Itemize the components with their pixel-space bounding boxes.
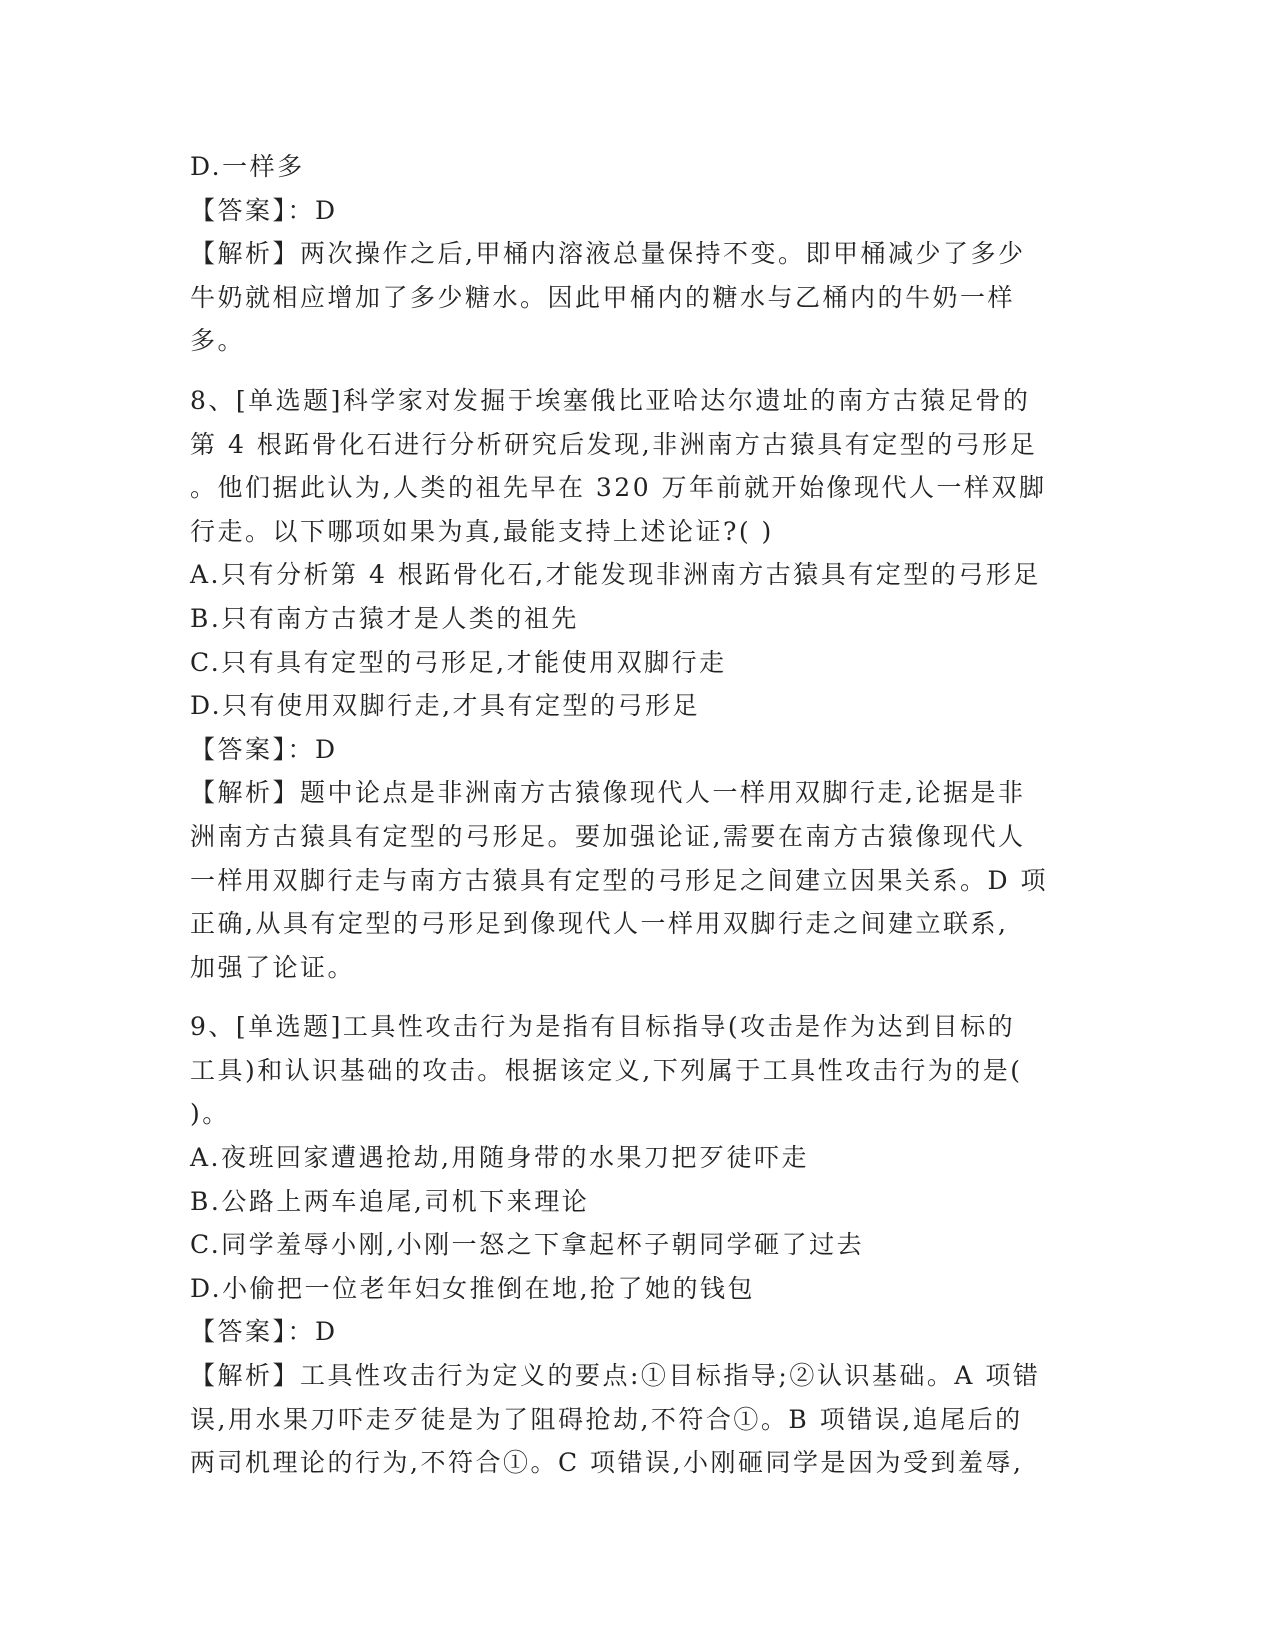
- analysis-line: 两司机理论的行为,不符合①。C 项错误,小刚砸同学是因为受到羞辱,: [190, 1448, 1024, 1478]
- analysis-line: 正确,从具有定型的弓形足到像现代人一样用双脚行走之间建立联系,: [190, 909, 1009, 939]
- analysis-line: 【解析】工具性攻击行为定义的要点:①目标指导;②认识基础。A 项错: [190, 1361, 1041, 1391]
- document-page: [190, 145, 1090, 1485]
- analysis-line: 牛奶就相应增加了多少糖水。因此甲桶内的糖水与乙桶内的牛奶一样: [190, 282, 1016, 312]
- answer: 【答案】：D: [190, 734, 338, 764]
- analysis-line: 一样用双脚行走与南方古猿具有定型的弓形足之间建立因果关系。D 项: [190, 865, 1048, 895]
- option-d: D.只有使用双脚行走,才具有定型的弓形足: [190, 691, 701, 721]
- analysis-line: 【解析】题中论点是非洲南方古猿像现代人一样用双脚行走,论据是非: [190, 778, 1026, 808]
- question-stem-line: 9、[单选题]工具性攻击行为是指有目标指导(攻击是作为达到目标的: [190, 1012, 1016, 1042]
- analysis-line: 加强了论证。: [190, 952, 356, 982]
- answer: 【答案】：D: [190, 1317, 338, 1347]
- option-c: C.同学羞辱小刚,小刚一怒之下拿起杯子朝同学砸了过去: [190, 1230, 865, 1260]
- question-stem-line: )。: [190, 1099, 230, 1129]
- question-stem-line: 。他们据此认为,人类的祖先早在 320 万年前就开始像现代人一样双脚: [190, 473, 1047, 503]
- analysis-line: 多。: [190, 326, 246, 356]
- analysis-line: 【解析】两次操作之后,甲桶内溶液总量保持不变。即甲桶减少了多少: [190, 239, 1026, 269]
- option-d: D.一样多: [190, 152, 305, 181]
- option-b: B.只有南方古猿才是人类的祖先: [190, 603, 579, 633]
- question-9: [190, 1005, 1090, 1485]
- analysis-line: 误,用水果刀吓走歹徒是为了阻碍抢劫,不符合①。B 项错误,追尾后的: [190, 1404, 1023, 1434]
- question-stem-line: 行走。以下哪项如果为真,最能支持上述论证?( ): [190, 516, 774, 546]
- answer: 【答案】：D: [190, 195, 338, 225]
- option-b: B.公路上两车追尾,司机下来理论: [190, 1186, 590, 1216]
- question-stem-line: 第 4 根跖骨化石进行分析研究后发现,非洲南方古猿具有定型的弓形足: [190, 429, 1038, 459]
- question-stem-line: 工具)和认识基础的攻击。根据该定义,下列属于工具性攻击行为的是(: [190, 1055, 1023, 1085]
- question-8: [190, 379, 1090, 989]
- option-c: C.只有具有定型的弓形足,才能使用双脚行走: [190, 647, 727, 677]
- option-d: D.小偷把一位老年妇女推倒在地,抢了她的钱包: [190, 1273, 756, 1303]
- option-a: A.只有分析第 4 根跖骨化石,才能发现非洲南方古猿具有定型的弓形足: [190, 560, 1041, 590]
- question-stem-line: 8、[单选题]科学家对发掘于埃塞俄比亚哈达尔遗址的南方古猿足骨的: [190, 385, 1031, 415]
- option-a: A.夜班回家遭遇抢劫,用随身带的水果刀把歹徒吓走: [190, 1143, 809, 1173]
- question-7-tail: [190, 145, 1090, 363]
- analysis-line: 洲南方古猿具有定型的弓形足。要加强论证,需要在南方古猿像现代人: [190, 821, 1026, 851]
